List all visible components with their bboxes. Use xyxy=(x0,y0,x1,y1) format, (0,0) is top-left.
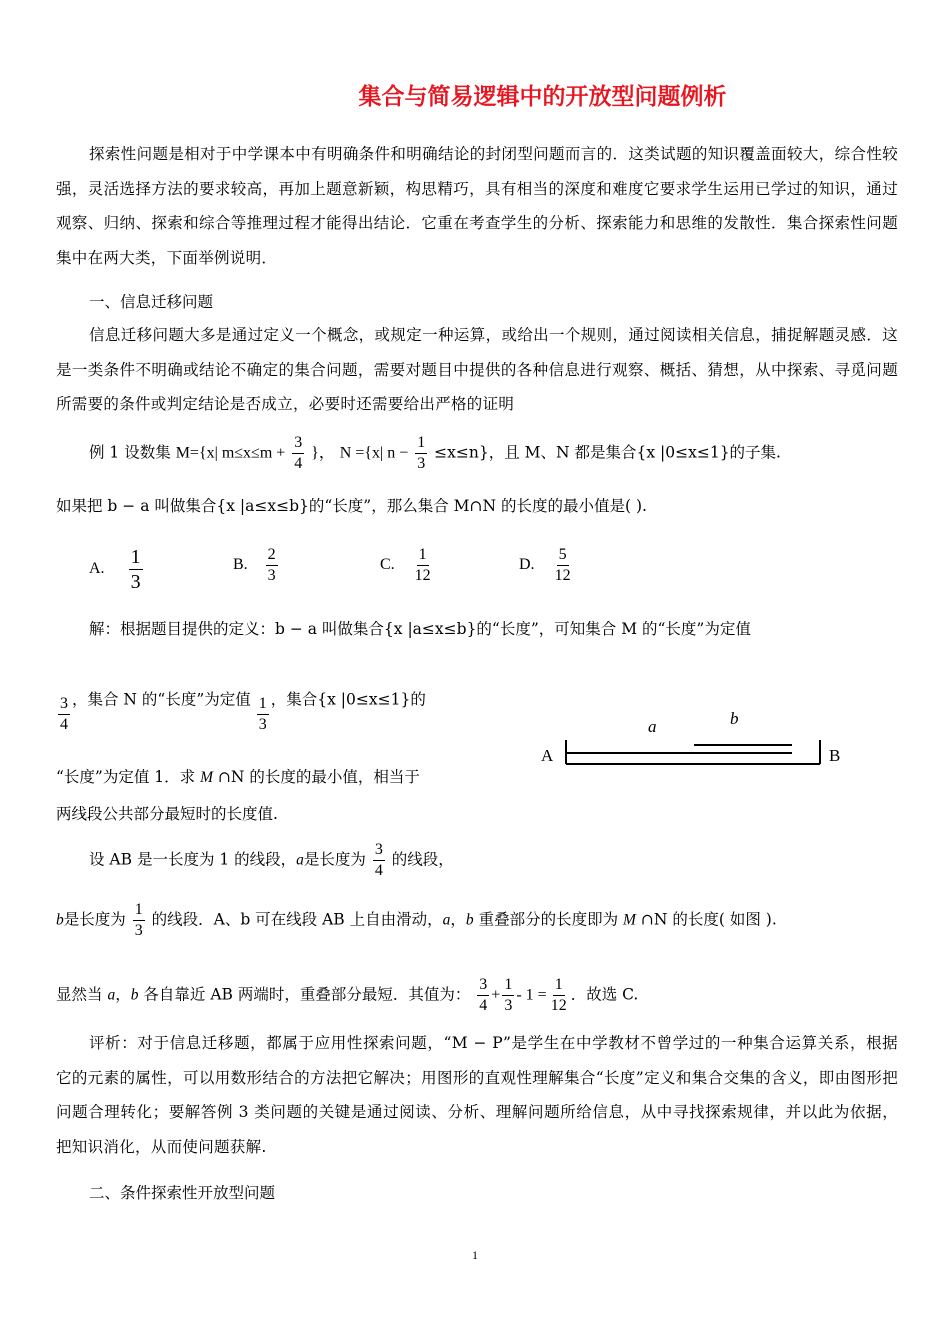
section-heading-2: 二、条件探索性开放型问题 xyxy=(89,1184,276,1202)
label-b: b xyxy=(730,709,739,728)
option-a: A. $\frac{1}{3}$ xyxy=(89,546,141,593)
page-number: 1 xyxy=(472,1248,478,1262)
solution-line7: 显然当 a，b 各自靠近 AB 两端时，重叠部分最短．其值为： $\frac{3}{4}$ + $\frac{1}{3}$ - 1 = $\frac{1}{12}$ ．故选 C. xyxy=(56,976,639,1014)
solution-line6: b是长度为 $\frac{1}{3}$ 的线段．A、b 可在线段 AB 上自由滑动，a，b 重叠部分的长度即为 M ∩N 的长度( 如图 ). xyxy=(56,901,777,939)
option-d: D. $\frac{5}{12}$ xyxy=(519,546,571,584)
set-n-close: ≤x≤n}，且 M、N 都是集合{x |0≤x≤1}的子集. xyxy=(434,443,781,462)
label-A: A xyxy=(541,746,554,765)
comment-paragraph: 评析：对于信息迁移题，都属于应用性探索问题，“M − P”是学生在中学教材不曾学过的一种集合运算关系，根据它的元素的属性，可以用数形结合的方法把它解决；用图形的直观性理解集合“长度”定义和集合交集的含义，即由图形把问题合理转化；要解答例 3 类问题的关键是通过阅读、分析、理解问题所给信息，从中寻找探索规律，并以此为依据，把知识消化，从而使问题获解. xyxy=(56,1034,898,1156)
segment-diagram xyxy=(530,700,860,780)
example-label: 例 1 xyxy=(89,443,120,462)
section-heading-1: 一、信息迁移问题 xyxy=(89,293,214,311)
option-b: B. $\frac{2}{3}$ xyxy=(233,546,276,584)
fraction-1-3: $\frac{1}{3}$ xyxy=(417,434,426,472)
set-n: N ={x| n − xyxy=(339,444,409,462)
solution-line4: 两线段公共部分最短时的长度值. xyxy=(56,805,278,823)
example-lead: 设数集 xyxy=(124,443,171,462)
page-title: 集合与简易逻辑中的开放型问题例析 xyxy=(358,84,727,110)
fraction-3-4: $\frac{3}{4}$ xyxy=(294,434,303,472)
label-B: B xyxy=(829,746,841,765)
solution-line3: “长度”为定值 1．求 M ∩N 的长度的最小值，相当于 xyxy=(56,768,420,786)
example1-question-line2: 如果把 b − a 叫做集合{x |a≤x≤b}的“长度”，那么集合 M∩N 的长度的最小值是( ). xyxy=(56,497,647,515)
example1-question xyxy=(89,433,781,474)
set-m: M={x| m≤x≤m + xyxy=(175,444,286,462)
set-m-close: }， xyxy=(311,444,335,462)
solution-line1: 解：根据题目提供的定义：b − a 叫做集合{x |a≤x≤b}的“长度”，可知集合 M 的“长度”为定值 xyxy=(89,620,751,638)
solution-line5: 设 AB 是一长度为 1 的线段，a是长度为 $\frac{3}{4}$ 的线段， xyxy=(89,841,454,879)
intro-paragraph: 探索性问题是相对于中学课本中有明确条件和明确结论的封闭型问题而言的．这类试题的知识覆盖面较大，综合性较强，灵活选择方法的要求较高，再加上题意新颖，构思精巧，具有相当的深度和难度它要求学生运用已学过的知识，通过观察、归纳、探索和综合等推理过程才能得出结论．它重在考查学生的分析、探索能力和思维的发散性．集合探索性问题集中在两大类，下面举例说明． xyxy=(56,145,898,267)
option-c: C. $\frac{1}{12}$ xyxy=(380,546,431,584)
solution-line2: $\frac{3}{4}$ ，集合 N 的“长度”为定值 $\frac{1}{3}$ ，集合{x |0≤x≤1}的 xyxy=(60,690,426,733)
label-a: a xyxy=(648,717,657,736)
section1-paragraph: 信息迁移问题大多是通过定义一个概念，或规定一种运算，或给出一个规则，通过阅读相关信息，捕捉解题灵感．这是一类条件不明确或结论不确定的集合问题，需要对题目中提供的各种信息进行观察、概括、猜想，从中探索、寻觅问题所需要的条件或判定结论是否成立，必要时还需要给出严格的证明 xyxy=(56,326,898,414)
